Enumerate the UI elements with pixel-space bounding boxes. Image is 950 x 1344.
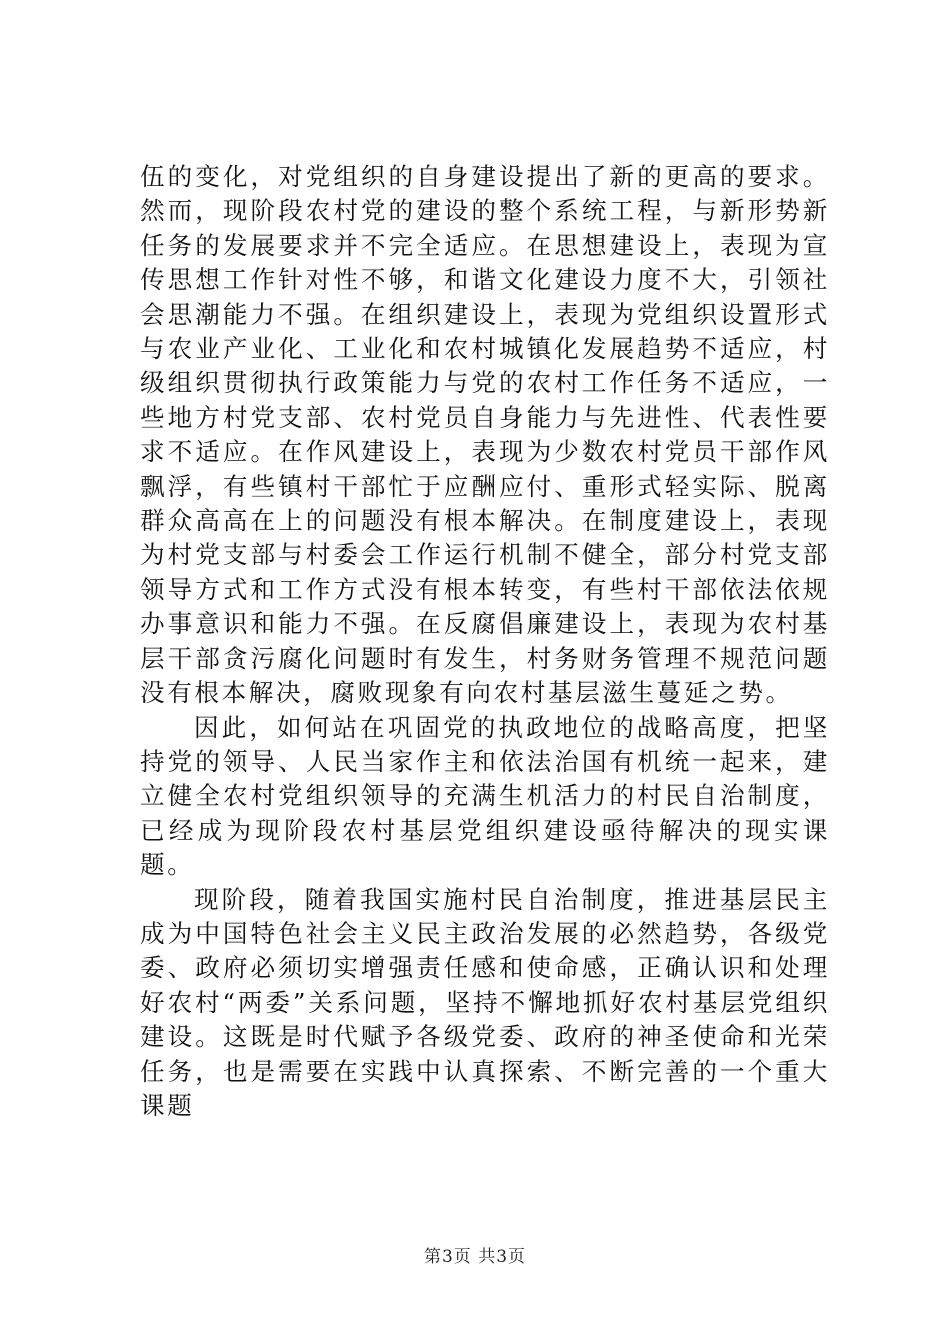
paragraph-therefore: 因此，如何站在巩固党的执政地位的战略高度，把坚持党的领导、人民当家作主和依法治国有机统一起来，建立健全农村党组织领导的充满生机活力的村民自治制度，已经成为现阶段农村基层党组织建设亟待解决的现实课题。 xyxy=(140,712,830,880)
page-footer: 第3页 共3页 xyxy=(423,1247,527,1267)
document-body xyxy=(140,160,830,1123)
paragraph-current-stage: 现阶段，随着我国实施村民自治制度，推进基层民主成为中国特色社会主义民主政治发展的必然趋势，各级党委、政府必须切实增强责任感和使命感，正确认识和处理好农村“两委”关系问题，坚持不懈地抓好农村基层党组织建设。这既是时代赋予各级党委、政府的神圣使命和光荣任务，也是需要在实践中认真探索、不断完善的一个重大课题 xyxy=(140,884,830,1120)
paragraph-continued: 伍的变化，对党组织的自身建设提出了新的更高的要求。然而，现阶段农村党的建设的整个系统工程，与新形势新任务的发展要求并不完全适应。在思想建设上，表现为宣传思想工作针对性不够，和谐文化建设力度不大，引领社会思潮能力不强。在组织建设上，表现为党组织设置形式与农业产业化、工业化和农村城镇化发展趋势不适应，村级组织贯彻执行政策能力与党的农村工作任务不适应，一些地方村党支部、农村党员自身能力与先进性、代表性要求不适应。在作风建设上，表现为少数农村党员干部作风飘浮，有些镇村干部忙于应酬应付、重形式轻实际、脱离群众高高在上的问题没有根本解决。在制度建设上，表现为村党支部与村委会工作运行机制不健全，部分村党支部领导方式和工作方式没有根本转变，有些村干部依法依规办事意识和能力不强。在反腐倡廉建设上，表现为农村基层干部贪污腐化问题时有发生，村务财务管理不规范问题没有根本解决，腐败现象有向农村基层滋生蔓延之势。 xyxy=(140,162,830,708)
